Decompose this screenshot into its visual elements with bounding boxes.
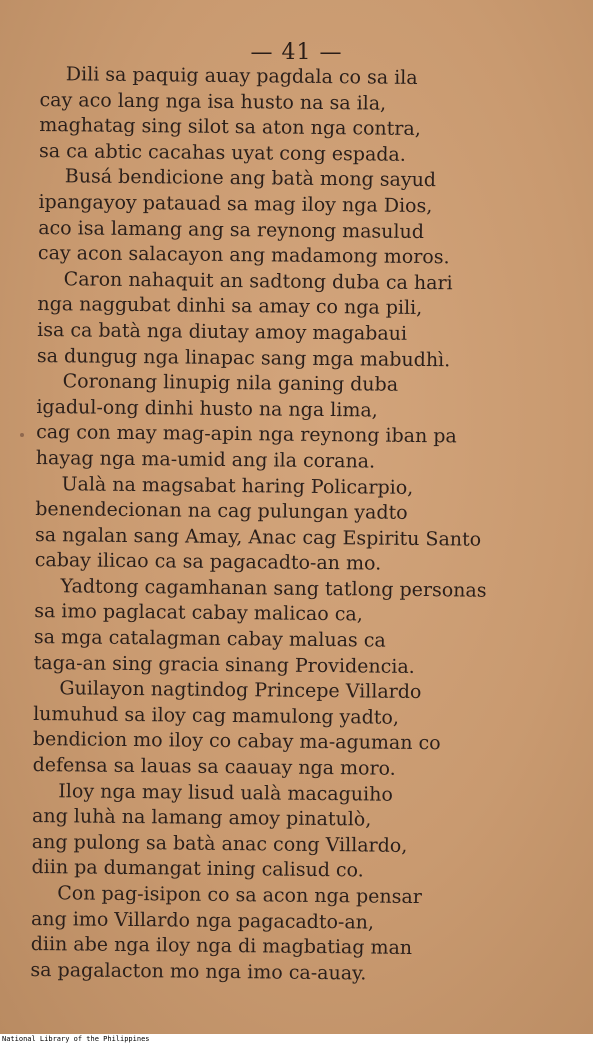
- verse-line: sa imo paglacat cabay malicao ca,: [34, 600, 363, 626]
- verse-line: Yadtong cagamhanan sang tatlong personas: [60, 575, 487, 602]
- library-footer: National Library of the Philippines: [2, 1035, 150, 1043]
- verse-line: Iloy nga may lisud ualà macaguiho: [58, 779, 393, 806]
- paper-speck: [20, 433, 24, 437]
- verse-line: ang pulong sa batà anac cong Villardo,: [31, 830, 408, 857]
- verse-line: taga-an sing gracia sinang Providencia.: [33, 651, 415, 678]
- verse-line: cay acon salacayon ang madamong moros.: [37, 242, 450, 269]
- verse-line: nga naggubat dinhi sa amay co nga pili,: [37, 293, 423, 320]
- verse-line: diin pa dumangat ining calisud co.: [31, 856, 364, 882]
- verse-line: Con pag-isipon co sa acon nga pensar: [57, 882, 423, 909]
- verse-line: isa ca batà nga diutay amoy magabaui: [37, 318, 408, 345]
- verse-line: cay aco lang nga isa husto na sa ila,: [39, 88, 387, 115]
- verse-line: maghatag sing silot sa aton nga contra,: [39, 114, 421, 141]
- stanza: [34, 574, 565, 682]
- stanza: [32, 676, 563, 784]
- verse-line: sa dungug nga linapac sang mga mabudhì.: [36, 344, 451, 371]
- verse-line: bendicion mo iloy co cabay ma-aguman co: [32, 728, 441, 755]
- verse-line: defensa sa lauas sa caauay nga moro.: [32, 753, 396, 780]
- stanza: [36, 369, 567, 477]
- verse-line: Caron nahaquit an sadtong duba ca hari: [63, 268, 453, 295]
- verse-line: Guilayon nagtindog Princepe Villardo: [59, 677, 422, 704]
- stanza: [38, 164, 569, 272]
- verse-line: cag con may mag-apin nga reynong iban pa: [36, 421, 457, 448]
- verse-line: igadul-ong dinhi husto na nga lima,: [36, 395, 378, 422]
- verse-line: ang imo Villardo nga pagacadto-an,: [30, 907, 375, 934]
- verse-line: cabay ilicao ca sa pagacadto-an mo.: [34, 549, 382, 575]
- verse-line: Ualà na magsabat haring Policarpio,: [61, 472, 414, 499]
- stanza: [39, 62, 570, 170]
- verse-line: sa ca abtic cacahas uyat cong espada.: [38, 139, 406, 166]
- poem-text: [30, 62, 570, 989]
- verse-line: Coronang linupig nila ganing duba: [62, 370, 399, 396]
- verse-line: ang luhà na lamang amoy pinatulò,: [31, 805, 372, 831]
- verse-line: Busá bendicione ang batà mong sayud: [64, 165, 437, 192]
- stanza: [31, 779, 562, 887]
- verse-line: aco isa lamang ang sa reynong masulud: [38, 216, 425, 243]
- verse-line: sa mga catalagman cabay maluas ca: [33, 626, 386, 652]
- stanza: [37, 267, 568, 375]
- verse-line: Dili sa paquig auay pagdala co sa ila: [65, 63, 418, 89]
- verse-line: sa pagalacton mo nga imo ca-auay.: [30, 958, 367, 985]
- verse-line: sa ngalan sang Amay, Anac cag Espiritu Santo: [34, 523, 482, 551]
- verse-line: lumuhud sa iloy cag mamulong yadto,: [33, 702, 400, 729]
- page-number: — 41 —: [250, 40, 343, 65]
- verse-line: hayag nga ma-umid ang ila corana.: [35, 446, 376, 473]
- verse-line: benendecionan na cag pulungan yadto: [35, 498, 408, 524]
- stanza: [35, 471, 566, 579]
- stanza: [30, 881, 561, 989]
- verse-line: diin abe nga iloy nga di magbatiag man: [30, 933, 413, 960]
- verse-line: ipangayoy patauad sa mag iloy nga Dios,: [38, 190, 433, 218]
